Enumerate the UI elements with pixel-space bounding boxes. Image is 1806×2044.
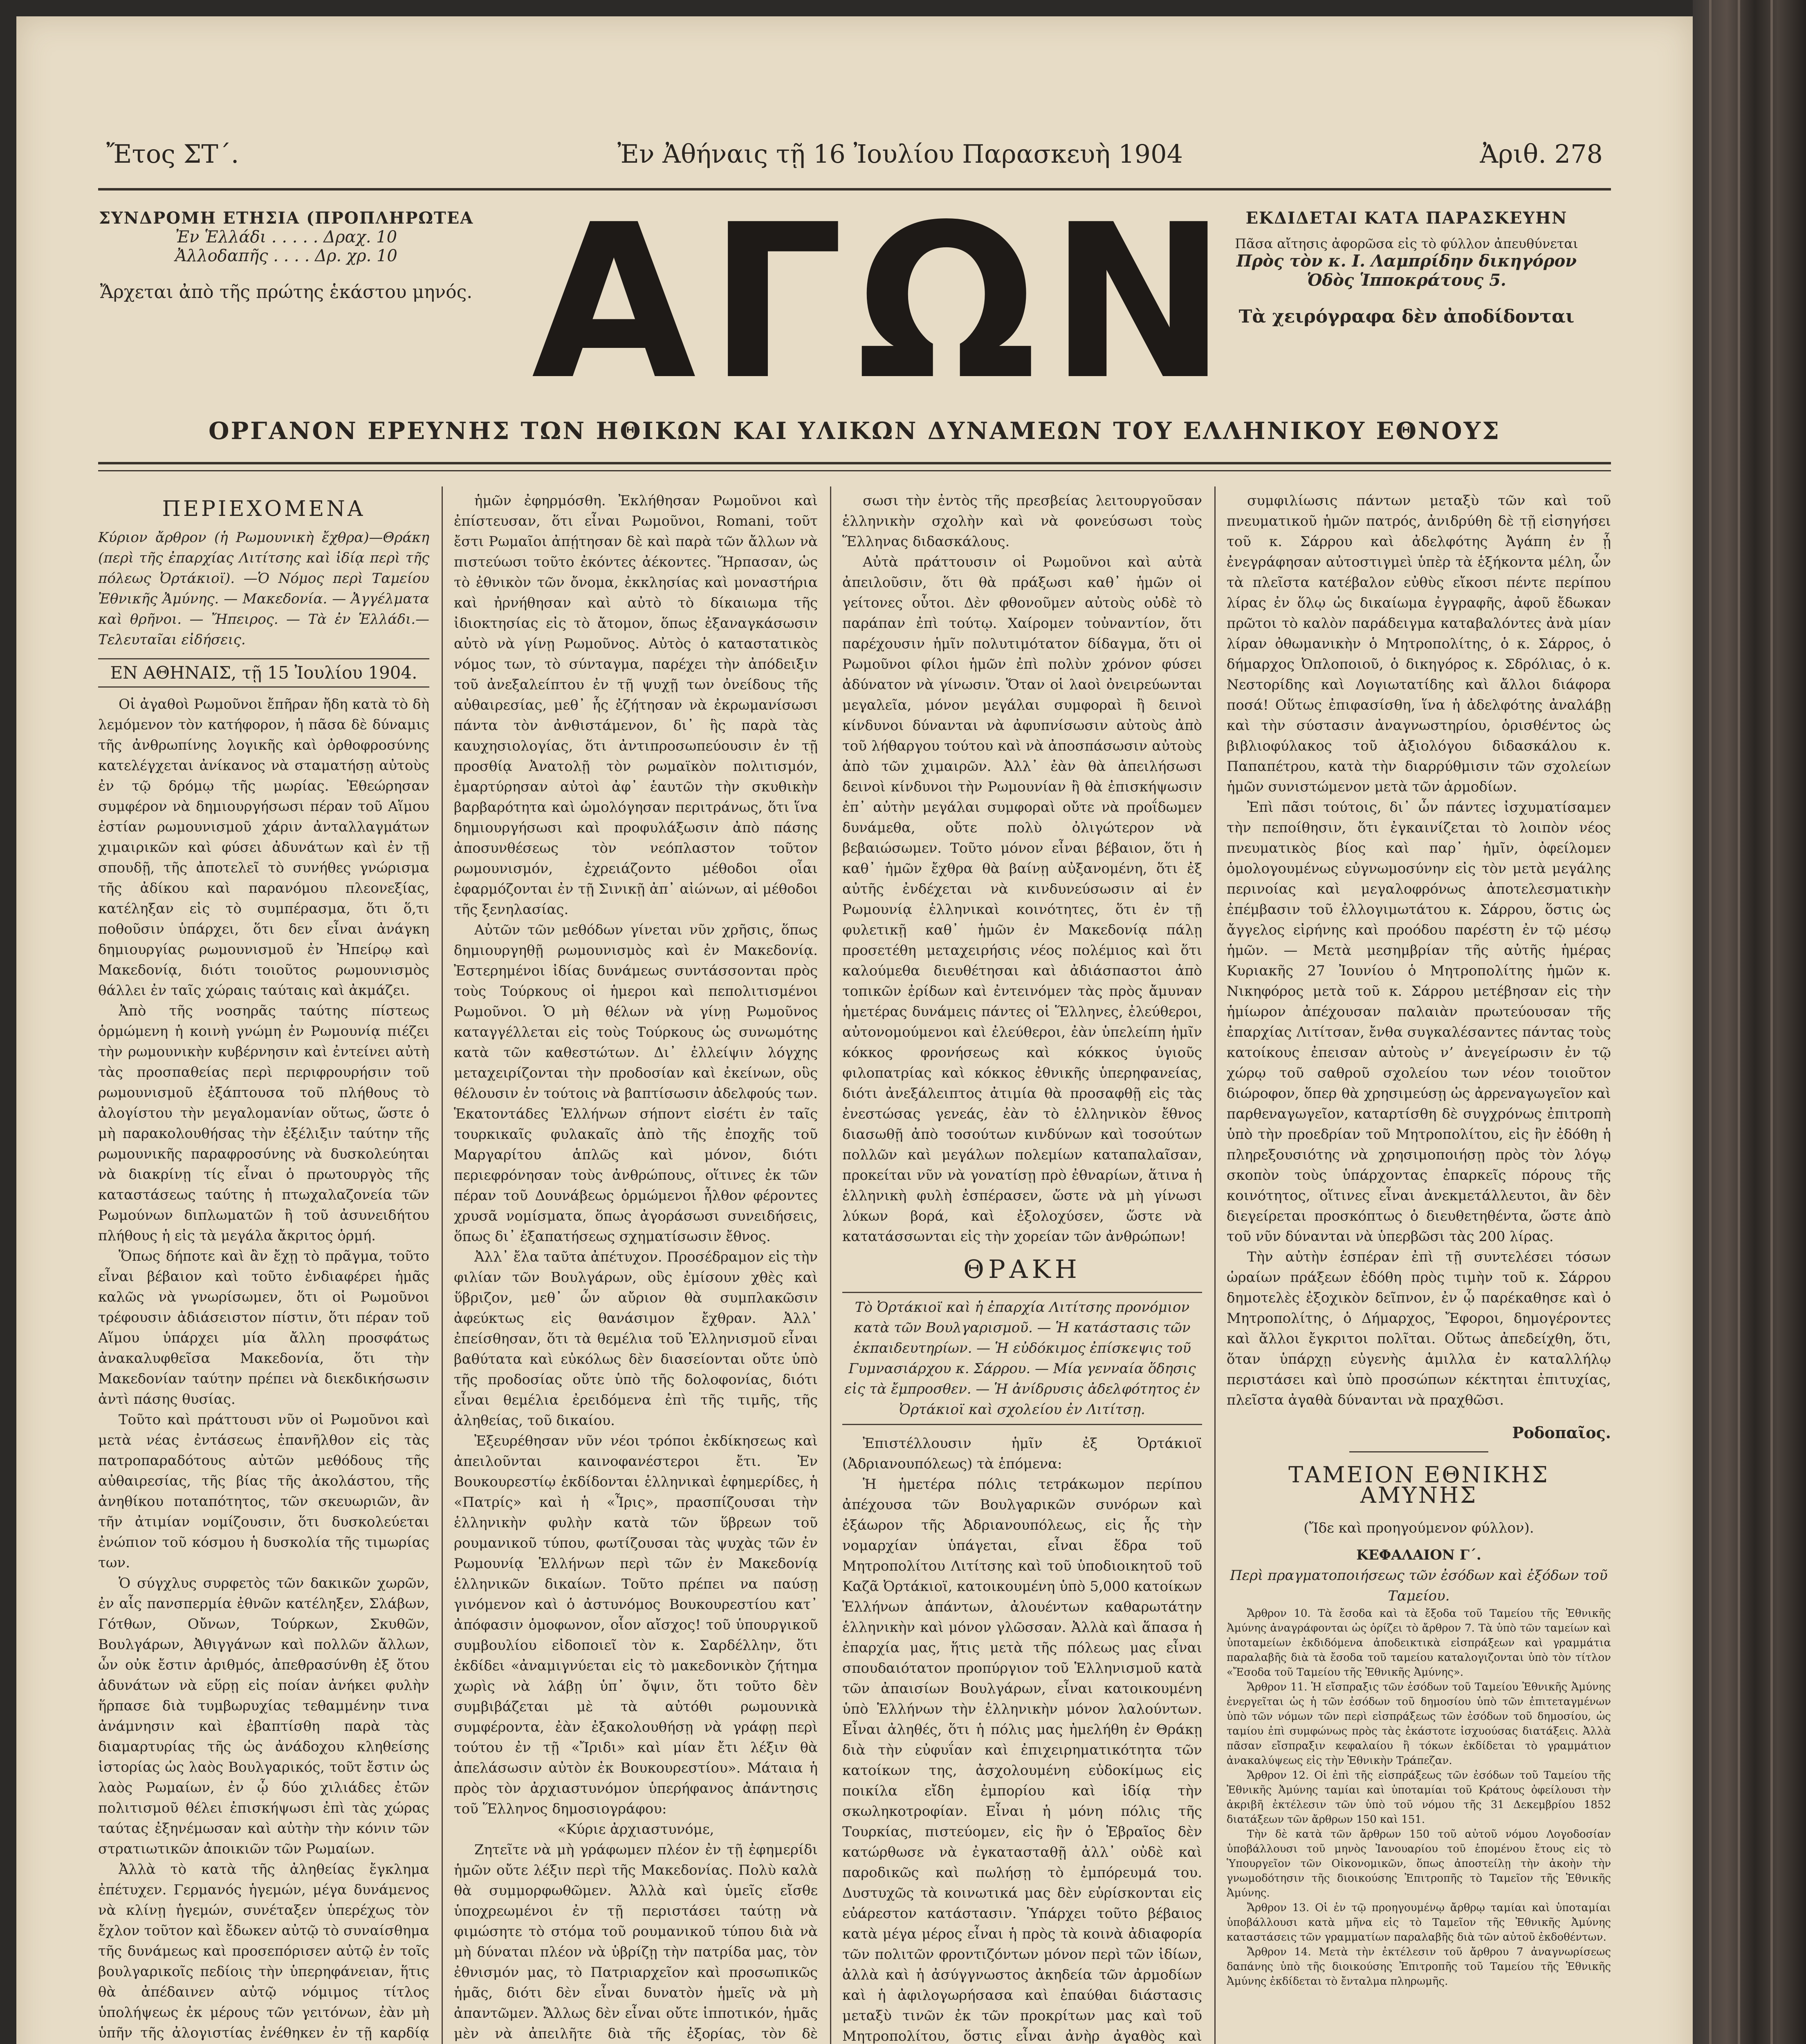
chapter-subtitle: Περὶ πραγματοποιήσεως τῶν ἐσόδων καὶ ἐξόδων τοῦ Ταμείου. <box>1230 1567 1608 1604</box>
law-article: Ἄρθρον 12. Οἱ ἐπὶ τῆς εἰσπράξεως τῶν ἐσόδων τοῦ Ταμείου τῆς Ἐθνικῆς Ἀμύνης ταμίαι καὶ ὑποταμίαι τοῦ Κράτους ὀφείλουσι τὴν ἀκριβῆ ἐκτέλεσιν τῶν ὑπὸ τοῦ νόμου τῆς 31 Δεκεμβρίου 1852 διατάξεων τῶν ἄρθρων 150 καὶ 151. <box>1227 1769 1611 1826</box>
article-paragraph: σωσι τὴν ἐντὸς τῆς πρεσβείας λειτουργοῦσαν ἑλληνικὴν σχολὴν καὶ νὰ φονεύσωσι τοὺς Ἕλληνας διδασκάλους. <box>842 493 1202 550</box>
address-intro: Πᾶσα αἴτησις ἀφορῶσα εἰς τὸ φύλλον ἀπευθύνεται <box>1235 236 1578 251</box>
article-paragraph: ἡμῶν ἐφηρμόσθη. Ἐκλήθησαν Ρωμοῦνοι καὶ ἐπίστευσαν, ὅτι εἶναι Ρωμοῦνοι, Romani, τοῦτ ἔστι Ρωμαῖοι ἀπῄτησαν δὲ καὶ παρὰ τῶν ἄλλων νὰ πιστεύωσι τοῦτο ἐκόντες ἀέκοντες. Ἥρπασαν, ὡς τὸ ἐθνικὸν τῶν ὄνομα, ἐκκλησίας καὶ μοναστήρια καὶ ἠρνήθησαν καὶ αὐτὸ τὸ δίκαιωμα τῆς ἰδιοκτησίας εἰς τὸ ἄτομον, ὅπως ἐξαναγκάσωσιν αὐτὸ νὰ γίνῃ Ρωμοῦνος. Αὐτὸς ὁ καταστατικὸς νόμος των, τὸ σύνταγμα, παρέχει τὴν ἀπόδειξιν τοῦ ἀνεξαλείπτου ἐν τῇ ψυχῇ των ὀνείδους τῆς αὐθαιρεσίας, μεθ᾿ ἧς ἐζήτησαν νὰ ἐκρωμανίσωσι πάντα τὸν ἀνθιστάμενον, δι᾿ ἣς παρὰ τὰς καυχησιολογίας, ὅτι ἀντιπροσωπεύουσιν ἐν τῇ προσθίᾳ Ἀνατολῇ τὸν ρωμαϊκὸν πολιτισμόν, ἐμαρτύρησαν αὐτοὶ ἀφ᾿ ἑαυτῶν τὴν σκυθικὴν βαρβαρότητα καὶ ὡμολόγησαν περιτράνως, ὅτι ἵνα δημιουργήσωσι καὶ προφυλάξωσιν ἀπὸ πάσης ἀποσυνθέσεως τὸν νεόπλαστον τοῦτον ρωμουνισμόν, ἐχρειάζοντο μέθοδοι οἷαι ἐφαρμόζονται ἐν τῇ Σινικῇ ἀπ᾿ αἰώνων, αἱ μέθοδοι τῆς ξενηλασίας. <box>454 493 818 918</box>
law-article: Ἄρθρον 13. Οἱ ἐν τῷ προηγουμένῳ ἄρθρῳ ταμίαι καὶ ὑποταμίαι ὑποβάλλουσι κατὰ μῆνα εἰς τὸ Ταμεῖον τῆς Ἐθνικῆς Ἀμύνης καταστάσεις τῶν γραμματίων παραλαβῆς διὰ τῶν αὐτοῦ ἐκδοθέντων. <box>1227 1902 1611 1943</box>
column-2 <box>454 491 818 2044</box>
address-street: Ὁδὸς Ἱπποκράτους 5. <box>1307 271 1506 290</box>
article-paragraph: Οἱ ἀγαθοὶ Ρωμοῦνοι ἔπῆραν ἤδη κατὰ τὸ δὴ λεμόμενον τὸν κατήφορον, ἡ πᾶσα δὲ δύναμις τῆς ἀνθρωπίνης λογικῆς καὶ ὀρθοφροσύνης κατελέγχεται ἀνίκανος νὰ σταματήσῃ αὐτοὺς ἐν τῷ δρόμῳ τῆς μωρίας. Ἐθεώρησαν συμφέρον νὰ δημιουργήσωσι πέραν τοῦ Αἵμου ἐστίαν ρωμουνισμοῦ χάριν ἀνταλλαγμάτων χιμαιρικῶν καὶ φύσει ἀδυνάτων καὶ ἐν τῇ σπουδῇ, τῆς ἀποτελεῖ τὸ συνήθες γνώρισμα τῆς ἀδίκου καὶ παρανόμου πλεονεξίας, κατέληξαν εἰς τὸ συμπέρασμα, ὅτι ὅ,τι ποθοῦσιν ὑπάρχει, ὅτι δεν εἶναι ἀνάγκη δημιουργίας ρωμουνισμοῦ ἐν Ἠπείρῳ καὶ Μακεδονίᾳ, διότι τοιοῦτος ρωμουνισμὸς θάλλει ἐν ταῖς χώραις ταύταις καὶ ἀκμάζει. <box>98 696 429 999</box>
motto: ΟΡΓΑΝΟΝ ΕΡΕΥΝΗΣ ΤΩΝ ΗΘΙΚΩΝ ΚΑΙ ΥΛΙΚΩΝ ΔΥΝΑΜΕΩΝ ΤΟΥ ΕΛΛΗΝΙΚΟΥ ΕΘΝΟΥΣ <box>208 417 1501 445</box>
column-rule <box>830 486 831 2044</box>
address-to: Πρὸς τὸν κ. Ι. Λαμπρίδην δικηγόρον <box>1236 251 1577 271</box>
column-rule <box>1214 486 1216 2044</box>
article-paragraph: Ἐξευρέθησαν νῦν νέοι τρόποι ἐκδίκησεως καὶ ἀπειλοῦνται καινοφανέστεροι ἔτι. Ἐν Βουκουρεστίῳ ἐκδίδονται ἑλληνικαὶ ἐφημερίδες, ἡ «Πατρίς» καὶ ἡ «Ἶρις», πρασπίζουσαι τὴν ἑλληνικὴν φυλὴν κατὰ τῶν ὕβρεων τοῦ ρουμανικοῦ τύπου, φωτίζουσαι τὰς ψυχὰς τῶν ἐν Ρωμουνίᾳ Ἑλλήνων περὶ τῶν ἐν Μακεδονίᾳ ἑλληνικῶν δικαίων. Τοῦτο πρέπει να παύσῃ γινόμενον καὶ ὁ ἀστυνόμος Βουκουρεστίου κατ᾿ ἀπόφασιν ὁμοφωνον, οἷον αἴσχος! τοῦ ὑπουργικοῦ συμβουλίου εἰδοποιεῖ τὸν κ. Σαρδέλλην, ὅτι ἐκδίδει «ἀναμιγνύεται εἰς τὸ μακεδονικὸν ζήτημα χωρὶς νὰ λάβῃ ὑπ᾿ ὄψιν, ὅτι τοῦτο δὲν συμβιβάζεται μὲ τὰ αὐτόθι ρωμουνικὰ συμφέροντα, ἐὰν ἐξακολουθήσῃ νὰ γράφῃ περὶ τούτου ἐν τῇ «Ἴριδι» καὶ μίαν ἔτι λέξιν θὰ ἀπελάσωσιν αὐτὸν ἐκ Βουκουρεστίου». Μάταια ἡ πρὸς τὸν ἀρχιαστυνόμον ὑπερήφανος ἀπάντησις τοῦ Ἕλληνος δημοσιογράφου: <box>454 1433 818 1817</box>
article-paragraph: Ἡ ἡμετέρα πόλις τετράκωμον περίπου ἀπέχουσα τῶν Βουλγαρικῶν συνόρων καὶ ἐξάωρον τῆς Ἀδριανουπόλεως, εἰς ἧς τὴν νομαρχίαν ὑπάγεται, εἶναι ἕδρα τοῦ Μητροπολίτου Λιτίτσης καὶ τοῦ ὑποδιοικητοῦ τοῦ Καζᾶ Ὀρτάκιοϊ, κατοικουμένη ὑπὸ 5,000 κατοίκων Ἑλλήνων ἁπάντων, ἀλουέντων καθαρωτάτην ἑλληνικὴν καὶ μόνον γλῶσσαν. Ἀλλὰ καὶ ἅπασα ἡ ἐπαρχία μας, ἥτις μετὰ τῆς πόλεως μας εἶναι σπουδαιότατον προπύργιον τοῦ Ἑλληνισμοῦ κατὰ τῶν ἀπαισίων Βουλγάρων, εἶναι κατοικουμένη ὑπὸ Ἑλλήνων τὴν ἑλληνικὴν μόνον λαλούντων. Εἶναι ἀληθές, ὅτι ἡ πόλις μας ἠμελήθη ἐν Θράκῃ διὰ τὴν εὐφυΐαν καὶ ἐπιχειρηματικότητα τῶν κατοίκων της, ἀσχολουμένη εὐδοκίμως εἰς ποικίλα εἴδη ἐμπορίου καὶ ἰδίᾳ τὴν σκωληκοτροφίαν. Εἶναι ἡ μόνη πόλις τῆς Τουρκίας, πιστεύομεν, εἰς ἣν ὁ Ἑβραῖος δὲν κατώρθωσε νὰ ἐγκατασταθῇ ἀλλ᾿ οὐδὲ καὶ παροδικῶς καὶ πωλήσῃ τὸ ἐμπόρευμά του. Δυστυχῶς τὰ κοινωτικά μας δὲν εὑρίσκονται εἰς εὐάρεστον κατάστασιν. Ὑπάρχει τοῦτο βέβαιος κατὰ μέγα μέρος εἶναι ἡ πρὸς τὰ κοινὰ ἀδιαφορία τῶν πολιτῶν φροντιζόντων μόνον περὶ τῶν ἰδίων, ἀλλὰ καὶ ἡ ἀσύγγνωστος ἀκηδεία τῶν ἀρμοδίων καὶ ἡ ἀφιλογωρήσασα καὶ ἐπαύθαι διάστασις μεταξὺ τινῶν ἐκ τῶν προκρίτων μας καὶ τοῦ Μητροπολίτου, ὅστις εἶναι ἀνὴρ ἀγαθὸς καὶ <box>842 1476 1202 2044</box>
article-paragraph: Ὅπως δήποτε καὶ ἂν ἔχῃ τὸ πρᾶγμα, τοῦτο εἶναι βέβαιον καὶ τοῦτο ἐνδιαφέρει ἡμᾶς καλῶς νὰ γνωρίσωμεν, ὅτι οἱ Ρωμοῦνοι τρέφουσιν ἀδιάσειστον πίστιν, ὅτι πέραν τοῦ Αἵμου ὑπάρχει μία ἄλλη προσφάτως ἀνακαλυφθεῖσα Μακεδονία, ὅτι τὴν Μακεδονίαν ταύτην πρέπει νὰ διεκδικήσωσιν ἀντὶ πάσης θυσίας. <box>98 1248 429 1407</box>
dateline <box>106 139 1603 176</box>
signature: Ροδοπαῖος. <box>1512 1423 1611 1442</box>
subscription-box <box>98 208 474 303</box>
article-paragraph: Ἀπὸ τῆς νοσηρᾶς ταύτης πίστεως ὁρμώμενη ἡ κοινὴ γνώμη ἐν Ρωμουνίᾳ πιέζει τὴν ρωμουνικὴν κυβέρνησιν καὶ ἐντείνει αὐτὴ τὰς προσπαθείας περὶ περιφρουρήσιν τοῦ ρωμουνισμοῦ ἐξάπτουσα τοῦ πλήθους τὸ ἀλογίστου τὴν μεγαλομανίαν οὕτως, ὥστε ὁ μὴ παρακολουθήσας τὴν ἐξέλιξιν ταύτην τῆς ρωμουνικῆς παραφροσύνης νὰ δυσκολεύηται νὰ διακρίνῃ τίς εἶναι ὁ πρωτουργὸς τῆς καταστάσεως ταύτης ἡ πτωχαλαζονεία τῶν Ρωμούνων διπλωματῶν ἢ τοῦ ἀσυνειδήτου πλήθους ἡ εἰς τὰ μεγάλα ἄκριτος ὁρμή. <box>98 1003 429 1244</box>
manuscripts-note: Τὰ χειρόγραφα δὲν ἀποδίδονται <box>1238 306 1575 327</box>
section-title-defense-fund: ΤΑΜΕΙΟΝ ΕΘΝΙΚΗΣ ΑΜΥΝΗΣ <box>1288 1462 1549 1508</box>
issue-number: Ἀριθ. 278 <box>1480 139 1603 169</box>
article-paragraph: Ζητεῖτε νὰ μὴ γράφωμεν πλέον ἐν τῇ ἐφημερίδι ἡμῶν οὔτε λέξιν περὶ τῆς Μακεδονίας. Πολὺ καλὰ θὰ συμμορφωθῶμεν. Ἀλλὰ καὶ ὑμεῖς εἴσθε ὑποχρεωμένοι ἐν τῇ περιστάσει ταύτῃ νὰ φιμώσητε τὸ στόμα τοῦ ρουμανικοῦ τύπου διὰ νὰ μὴ δύναται πλέον νὰ ὑβρίζῃ τὴν πατρίδα μας, τὸν ἐθνισμόν μας, τὸ Πατριαρχεῖον καὶ προσωπικῶς ἡμᾶς, διότι δὲν εἶναι δυνατὸν ἡμεῖς νὰ μὴ ἀπαντῶμεν. Ἄλλως δὲν εἶναι οὔτε ἱπποτικόν, ἡμᾶς μὲν νὰ ἀπειλῆτε διὰ τῆς ἐξορίας, τὸν δὲ <box>454 1842 818 2042</box>
volume-year: Ἔτος ΣΤ΄. <box>106 139 239 169</box>
subscription-domestic: Ἐν Ἑλλάδι . . . . . Δραχ. 10 <box>175 228 397 247</box>
book-binding <box>1693 0 1806 2044</box>
section-title-thrace: ΘΡΑΚΗ <box>963 1254 1081 1284</box>
article-paragraph: Ἐπιστέλλουσιν ἡμῖν ἐξ Ὀρτάκιοϊ (Ἀδριανουπόλεως) τὰ ἑπόμενα: <box>842 1435 1202 1472</box>
published-weekly: ΕΚΔΙΔΕΤΑΙ ΚΑΤΑ ΠΑΡΑΣΚΕΥΗΝ <box>1245 208 1568 228</box>
letter-salutation: «Κύριε ἀρχιαστυνόμε, <box>557 1821 714 1838</box>
divider <box>1349 1451 1488 1452</box>
subscription-title: ΣΥΝΔΡΟΜΗ ΕΤΗΣΙΑ (ΠΡΟΠΛΗΡΩΤΕΑ <box>99 208 474 228</box>
article-paragraph: Τὴν αὐτὴν ἑσπέραν ἐπὶ τῇ συντελέσει τόσων ὡραίων πράξεων ἐδόθη πρὸς τιμὴν τοῦ κ. Σάρρου δημοτελὲς ἐξοχικὸν δεῖπνον, ἐν ᾧ παρέκαθησε καὶ ὁ Μητροπολίτης, ὁ Δήμαρχος, Ἔφοροι, δημογέροντες καὶ ἄλλοι ἔγκριτοι πολῖται. Οὕτως ἀπεδείχθη, ὅτι, ὅταν ὑπάρχῃ εὐγενὴς ἁμιλλα ἐν καταλλήλῳ περιστάσει καὶ ὑπὸ προσώπων κέκτηται ἐπιτυχίας, πλεῖστα ἀγαθὰ δύνανται νὰ πραχθῶσι. <box>1227 1249 1611 1408</box>
law-article: Τὴν δὲ κατὰ τῶν ἄρθρων 150 τοῦ αὐτοῦ νόμου Λογοδοσίαν ὑποβάλλουσι τοῦ μηνὸς Ἰανουαρίου τοῦ ἑπομένου ἔτους εἰς τὸ Ὑπουργεῖον τῶν Οἰκονομικῶν, ὅπως ἀποστείλῃ τὴν ἀκοὴν τὴν γνωμοδότησιν τῆς διοικούσης Ἐπιτροπῆς τὸ Ταμεῖον τῆς Ἐθνικῆς Ἀμύνης. <box>1227 1828 1611 1899</box>
newspaper-page <box>16 16 1693 2044</box>
article-paragraph: Ἐπὶ πᾶσι τούτοις, δι᾿ ὧν πάντες ἰσχυματίσαμεν τὴν πεποίθησιν, ὅτι ἐγκαινίζεται τὸ λοιπὸν νέος πνευματικὸς βίος καὶ παρ᾿ ἡμῖν, ὀφείλομεν ὁμολογουμένως εὐγνωμοσύνην εἰς τὸν μετὰ μεγάλης περινοίας καὶ μεγαλοφρόνως ἀποτελεσματικὴν ἐπέμβασιν τοῦ ἐλλογιμωτάτου κ. Σάρρου, ὅστις ὡς ἄγγελος εἰρήνης καὶ προόδου παρέστη ἐν τῷ μέσῳ ἡμῶν. — Μετὰ μεσημβρίαν τῆς αὐτῆς ἡμέρας Κυριακῆς 27 Ἰουνίου ὁ Μητροπολίτης ἡμῶν κ. Νικηφόρος μετὰ τοῦ κ. Σάρρου μετέβησαν εἰς τὴν ἡμίωρον ἀπέχουσαν παλαιὰν πρωτεύουσαν τῆς ἐπαρχίας Λιτίτσαν, ἔνθα συγκαλέσαντες πάντας τοὺς κατοίκους ἐπεισαν αὐτοὺς νʼ ἀνεγείρωσιν ἐν τῷ χώρῳ τοῦ σαθροῦ σχολείου των νέον τοιοῦτον διώροφον, ὅπερ θὰ χρησιμεύσῃ ὡς ἀρρεναγωγεῖον καὶ παρθεναγωγεῖον, καταρτίσθη δὲ συγχρόνως ἐπιτροπὴ ὑπὸ τὴν προεδρίαν τοῦ Μητροπολίτου, εἰς ἣν ἐδόθη ἡ πληρεξουσιότης νὰ χρησιμοποιήσῃ πρὸς τὸν λόγῳ σκοπὸν τοὺς ὑπάρχοντας ἐπαρκεῖς πόρους τῆς κοινότητος, οἵτινες εἶναι ἀνεκμετάλλευτοι, ἂν δὲν διεγείρεται προσκόπτως ὁ διευθετηθέντα, ὥστε ἀπὸ τοῦ νῦν δύνανται νὰ ὑπερβῶσι τὰς 200 λίρας. <box>1227 799 1611 1245</box>
masthead-title: ΑΓΩΝ <box>532 179 1240 426</box>
motto-rule-thin <box>98 470 1611 471</box>
law-article: Ἄρθρον 14. Μετὰ τὴν ἐκτέλεσιν τοῦ ἄρθρου 7 ἀναγνωρίσεως δαπάνης ὑπὸ τῆς διοικούσης Ἐπιτροπῆς τοῦ Ταμείου τῆς Ἐθνικῆς Ἀμύνης ἐκδίδεται τὸ ἔνταλμα πληρωμῆς. <box>1227 1946 1611 1988</box>
contents-title: ΠΕΡΙΕΧΟΜΕΝΑ <box>162 497 366 521</box>
article-paragraph: Ἀλλὰ τὸ κατὰ τῆς ἀληθείας ἔγκλημα ἐπέτυχεν. Γερμανός ἡγεμών, μέγα δυνάμενος νὰ κλίνῃ ἡγεμών, συνέταξεν ὑπερέχως τὸν ἔχλον τοῦτον καὶ ἔδωκεν αὐτῷ τὸ συναίσθημα τῆς δυνάμεως καὶ προσεπόρισεν αὐτῷ ἐν τοῖς βουλγαρικοῖς πεδίοις τὴν ὑπερηφάνειαν, ἥτις θὰ ἀπέδαινεν αὐτῷ νόμιμος τίτλος ὑπολήψεως ἐκ μέρους τῶν γειτόνων, ἐὰν μὴ ὑπῆν τῆς ἀλογιστίας ἐνέθηκεν ἐν τῇ καρδίᾳ <box>98 1861 429 2041</box>
subscription-start: Ἄρχεται ἀπὸ τῆς πρώτης ἑκάστου μηνός. <box>100 282 473 303</box>
publication-box <box>1202 208 1611 327</box>
article-paragraph: Ἀλλ᾿ ἔλα ταῦτα ἀπέτυχον. Προσέδραμον εἰς τὴν φιλίαν τῶν Βουλγάρων, οὓς ἐμίσουν χθὲς καὶ ὕβριζον, μεθ᾿ ὧν αὔριον θὰ συμπλακῶσιν ἀφεύκτως εἰς θανάσιμον ἔχθραν. Ἀλλ᾿ ἐπείσθησαν, ὅτι τὰ θεμέλια τοῦ Ἑλληνισμοῦ εἶναι βαθύτατα καὶ εὐκόλως δὲν διασείονται οὔτε ὑπὸ τῆς προδοσίας οὔτε ὑπὸ τῆς δολοφονίας, διότι εἶναι θεμέλια ἐρειδόμενα ἐπὶ τῆς τιμῆς, τῆς ἀληθείας, τοῦ δικαίου. <box>454 1249 818 1429</box>
subscription-foreign: Ἀλλοδαπῆς . . . . Δρ. χρ. 10 <box>175 247 397 265</box>
column-1 <box>98 491 429 2044</box>
column-rule <box>442 486 443 2044</box>
article-paragraph: συμφιλίωσις πάντων μεταξὺ τῶν καὶ τοῦ πνευματικοῦ ἡμῶν πατρός, ἀνιδρύθη δὲ τῇ εἰσηγήσει τοῦ κ. Σάρρου καὶ ἀδελφότης Ἀγάπη ἐν ᾗ ἐνεγράφησαν αὐτοστιγμεὶ ὑπὲρ τὰ ἑξήκοντα μέλη, ὧν τὰ πλεῖστα κατέβαλον εὐθὺς εἴκοσι πέντε περίπου λίρας ἐν ὅλῳ ὡς δικαίωμα ἐγγραφῆς, ἀφοῦ ἔδωκαν πρῶτοι τὸ καλὸν παράδειγμα καταβαλόντες ἀνὰ μίαν λίραν ὀθωμανικὴν ὁ Μητροπολίτης, ὁ κ. Σάρρος, ὁ δήμαρχος Ὀπλοποιοῦ, ὁ δικηγόρος κ. Σδρόλιας, ὁ κ. Νεστορίδης καὶ Λογιωτατίδης καὶ ἄλλοι διάφορα ποσά! Οὕτως ἐπιφασίσθη, ἵνα ἡ ἀδελφότης ἀναλάβῃ καὶ τὴν σύστασιν ἀναγνωστηρίου, ὁρισθέντος ὡς βιβλιοφύλακος τοῦ ἀξιολόγου διδασκάλου κ. Παπαπέτρου, κατὰ τὴν διαρρύθμισιν τῶν σχολείων ἡμῶν συνιστώμενον μετὰ τῶν ἁρμοδίων. <box>1227 493 1611 795</box>
column-3 <box>842 491 1202 2044</box>
article-paragraph: Ὁ σύγχλυς συρφετὸς τῶν δακικῶν χωρῶν, ἐν αἷς πανσπερμία ἐθνῶν κατέληξεν, Σλάβων, Γότθων, Οὔνων, Τούρκων, Σκυθῶν, Βουλγάρων, Ἀθιγγάνων καὶ πολλῶν ἄλλων, ὧν οὐκ ἔστιν ἀριθμός, ἀπεθρασύνθη ἐξ ὅτου ἀδυνάτων νὰ εὕρῃ εἰς ποίαν ἀνήκει φυλὴν ἥρπασε διὰ τυμβωρυχίας τεθαμμένην τινα ἀνάμνησιν καὶ ἐβαπτίσθη παρὰ τὰς διαμαρτυρίας τῆς ὡς ἀνάδοχου κληθείσης ἱστορίας ὡς λαὸς Βουλγαρικός, τοῦτ ἔστιν ὡς λαὸς Ρωμαίων, ἐν ᾧ δύο χιλιάδες ἐτῶν πολιτισμοῦ θέλει ἐπισκήψωσι ἐπὶ τὰς χώρας ταύτας ἐξηνέμωσαν καὶ αὐτὴν τὴν κόνιν τῶν στρατιωτικῶν ἀποικιῶν τῶν Ρωμαίων. <box>98 1575 429 1857</box>
issue-date: Ἐν Ἀθήναις τῇ 16 Ἰουλίου Παρασκευὴ 1904 <box>617 139 1183 169</box>
section-summary: Τὸ Ὀρτάκιοϊ καὶ ἡ ἐπαρχία Λιτίτσης προνόμιον κατὰ τῶν Βουλγαρισμοῦ. — Ἡ κατάστασις τῶν ἐκπαιδευτηρίων. — Ἡ εὐδόκιμος ἐπίσκεψις τοῦ Γυμνασιάρχου κ. Σάρρου. — Μία γενναία ὅδησις εἰς τὰ ἔμπροσθεν. — Ἡ ἀνίδρυσις ἀδελφότητος ἐν Ὀρτάκιοϊ καὶ σχολείου ἐν Λιτίτσῃ. <box>842 1292 1202 1425</box>
column-4 <box>1227 491 1611 2044</box>
section-subtitle: (Ἴδε καὶ προηγούμενον φύλλον). <box>1303 1520 1534 1536</box>
law-article: Ἄρθρον 11. Ἡ εἴσπραξις τῶν ἐσόδων τοῦ Ταμείου Ἐθνικῆς Ἀμύνης ἐνεργεῖται ὡς ἡ τῶν ἐσόδων τοῦ δημοσίου ὑπὸ τῶν ἐπιτεταγμένων ὑπὸ τῶν νόμων τῶν περὶ εἰσπράξεως τῶν ἐσόδων τοῦ δημοσίου, ὡς ταμίου ἐπὶ συμφώνως πρὸς τὰς ἐκάστοτε ἰσχυούσας διατάξεις. Ἀλλὰ πᾶσαν εἴσπραξιν κεφαλαίου ἢ τόκων ἐκδίδεται τὸ γραμμάτιον ἀνακαλύψεως εἰς τὴν Ἐθνικὴν Τράπεζαν. <box>1227 1681 1611 1767</box>
article-paragraph: Αὐτὰ πράττουσιν οἱ Ρωμοῦνοι καὶ αὐτὰ ἀπειλοῦσιν, ὅτι θὰ πράξωσι καθ᾿ ἡμῶν οἱ γείτονες οὗτοι. Δὲν φθονοῦμεν αὐτοὺς οὐδὲ τὸ παράπαν ἐπὶ τούτῳ. Χαίρομεν τοὐναντίον, ὅτι παρέχουσιν ἡμῖν πολυτιμότατον δίδαγμα, ὅτι οἱ Ρωμοῦνοι φίλοι ἡμῶν ἐπὶ πολὺν χρόνον φύσει ἀδύνατον νὰ γίνωσιν. Ὅταν οἱ λαοὶ ὀνειρεύωνται μεγαλεῖα, μόνον μεγάλαι συμφοραὶ ἢ δεινοὶ κίνδυνοι δύνανται νὰ ἀφυπνίσωσιν αὐτοὺς ἀπὸ τοῦ λήθαργου τούτου καὶ νὰ ἀποσπάσωσιν αὐτοὺς ἀπὸ τῶν χιμαιρῶν. Ἀλλ᾿ ἐὰν θὰ ἀπειλήσωσι δεινοὶ κίνδυνοι τὴν Ρωμουνίαν ἢ θὰ ἐπισκήψωσιν ἐπ᾿ αὐτὴν μεγάλαι συμφοραὶ οὔτε νὰ προΐδωμεν δυνάμεθα, οὔτε πολὺ ὀλιγώτερον νὰ βεβαιώσωμεν. Τοῦτο μόνον εἶναι βέβαιον, ὅτι ἡ καθ᾿ ἡμῶν ἔχθρα θὰ βαίνῃ αὐξανομένη, ὅτι ἐξ αὐτῆς ἐνδέχεται νὰ κινδυνεύσωσιν αἱ ἐν Ρωμουνίᾳ ἑλληνικαὶ κοινότητες, ὅτι ἐν τῇ φυλετικῇ καθ᾿ ἡμῶν ἐν Μακεδονίᾳ πάλῃ προσετέθη μεταχειρήσις νέος πολέμιος καὶ ὅτι καλούμεθα διευθέτησαι καὶ ἀδιάσπαστοι ἀπὸ τοπικῶν ἐρίδων καὶ ἐντεινόμεν τὰς πρὸς ἄμυναν ἡμετέρας δυνάμεις πάντες οἱ Ἕλληνες, ἐλεύθεροι, αὐτονομούμενοι καὶ ἐλεύθεροι, ἐὰν ὑπελείπη ἡμῖν κόκκος φρονήσεως καὶ κόκκος ὑγιοῦς φιλοπατρίας καὶ κόκκος ἐθνικῆς ὑπερηφανείας, διότι ἀνεξάλειπτος ἀτιμία θὰ προσαφθῇ εἰς τὰς ἐνεστώσας γενεάς, ἐὰν τὸ ἑλληνικὸν ἔθνος διασωθῇ ἀπὸ τοσούτων κινδύνων καὶ τοσούτων πολλῶν καὶ μεγάλων πολεμίων καταπαλαῖσαν, προκείται νῦν νὰ γονατίσῃ πρὸ ἐθναρίων, ἅτινα ἡ ἑλληνικὴ φυλὴ ἐσπέρασεν, ὥστε νὰ μὴ γίνωσι λύκων βορά, καὶ ἐξολοχύσεν, ὥστε νὰ κατατάσσωνται εἰς τὴν χορείαν τῶν ἀνθρώπων! <box>842 554 1202 1245</box>
contents-list: Κύριον ἄρθρον (ἡ Ρωμουνικὴ ἔχθρα)—Θράκη (περὶ τῆς ἐπαρχίας Λιτίτσης καὶ ἰδίᾳ περὶ τῆς πόλεως Ὀρτάκιοϊ). —Ὁ Νόμος περὶ Ταμείου Ἐθνικῆς Ἀμύνης. — Μακεδονία. — Ἀγγέλματα καὶ θρῆνοι. — Ἤπειρος. — Τὰ ἐν Ἑλλάδι.—Τελευταῖαι εἰδήσεις. <box>98 529 429 648</box>
motto-rule <box>98 462 1611 464</box>
lead-article-title: ΕΝ ΑΘΗΝΑΙΣ, τῇ 15 Ἰουλίου 1904. <box>98 658 429 688</box>
article-paragraph: Τοῦτο καὶ πράττουσι νῦν οἱ Ρωμοῦνοι καὶ μετὰ νέας ἐντάσεως ἐπανῆλθον εἰς τὰς πατροπαραδότους αὐτῶν μεθόδους τῆς αὐθαιρεσίας, τῆς βίας τῆς ἀκολάστου, τῆς ἀνηθίκου ποταπότητος, τῶν σκευωριῶν, ἂν τῆν ἀτιμίαν νομίζουσιν, ὅτι δυσκολεύεται ἐνώπιον τοῦ κόσμου ἡ δυσκολία τῆς τιμωρίας των. <box>98 1412 429 1571</box>
law-article: Ἄρθρον 10. Τὰ ἔσοδα καὶ τὰ ἔξοδα τοῦ Ταμείου τῆς Ἐθνικῆς Ἀμύνης ἀναγράφονται ὡς ὁρίζει τὸ ἄρθρον 7. Τὰ ὑπὸ τῶν ταμείων καὶ ὑποταμείων ἐκδιδόμενα ἀποδεικτικὰ εἰσπράξεων καὶ γραμμάτια παραλαβῆς διὰ τὰ ἔσοδα τοῦ ταμείου καταλογιζονται ὑπὸ τὸν τίτλον «Ἔσοδα τοῦ Ταμείου τῆς Ἐθνικῆς Ἀμύνης». <box>1227 1607 1611 1679</box>
chapter-title: ΚΕΦΑΛΑΙΟΝ Γ΄. <box>1356 1547 1481 1563</box>
article-paragraph: Αὐτῶν τῶν μεθόδων γίνεται νῦν χρῆσις, ὅπως δημιουργηθῇ ρωμουνισμὸς καὶ ἐν Μακεδονίᾳ. Ἐστερημένοι ἰδίας δυνάμεως συντάσσονται πρὸς τοὺς Τούρκους οἱ ἡμεροι καὶ πεπολιτισμένοι Ρωμοῦνοι. Ὁ μὴ θέλων νὰ γίνῃ Ρωμοῦνος καταγγέλλεται εἰς τοὺς Τούρκους ὡς συνωμότης κατὰ τῶν καθεστώτων. Δι᾿ ἐλλείψιν λόγχης μεταχειρίζονται τὴν προδοσίαν καὶ ἐκείνων, οὓς θέλουσιν ἐν τούτοις νὰ βαπτίσωσιν ἀδελφούς των. Ἑκατοντάδες Ἑλλήνων σήποντ εἰσέτι ἐν ταῖς τουρκικαῖς φυλακαῖς ἀπὸ τῆς ἐποχῆς τοῦ Μαργαρίτου ἁπλῶς καὶ μόνον, διότι περιεφρόνησαν τοὺς ἀνθρώπους, οἵτινες ἐκ τῶν πέραν τοῦ Δουνάβεως ὁρμώμενοι ἦλθον φέροντες χρυσᾶ νομίσματα, ὅπως ἀγοράσωσι συνειδήσεις, ὅπως δι᾿ ἐξαπατήσεως σχηματίσωσιν ἔθνος. <box>454 922 818 1245</box>
